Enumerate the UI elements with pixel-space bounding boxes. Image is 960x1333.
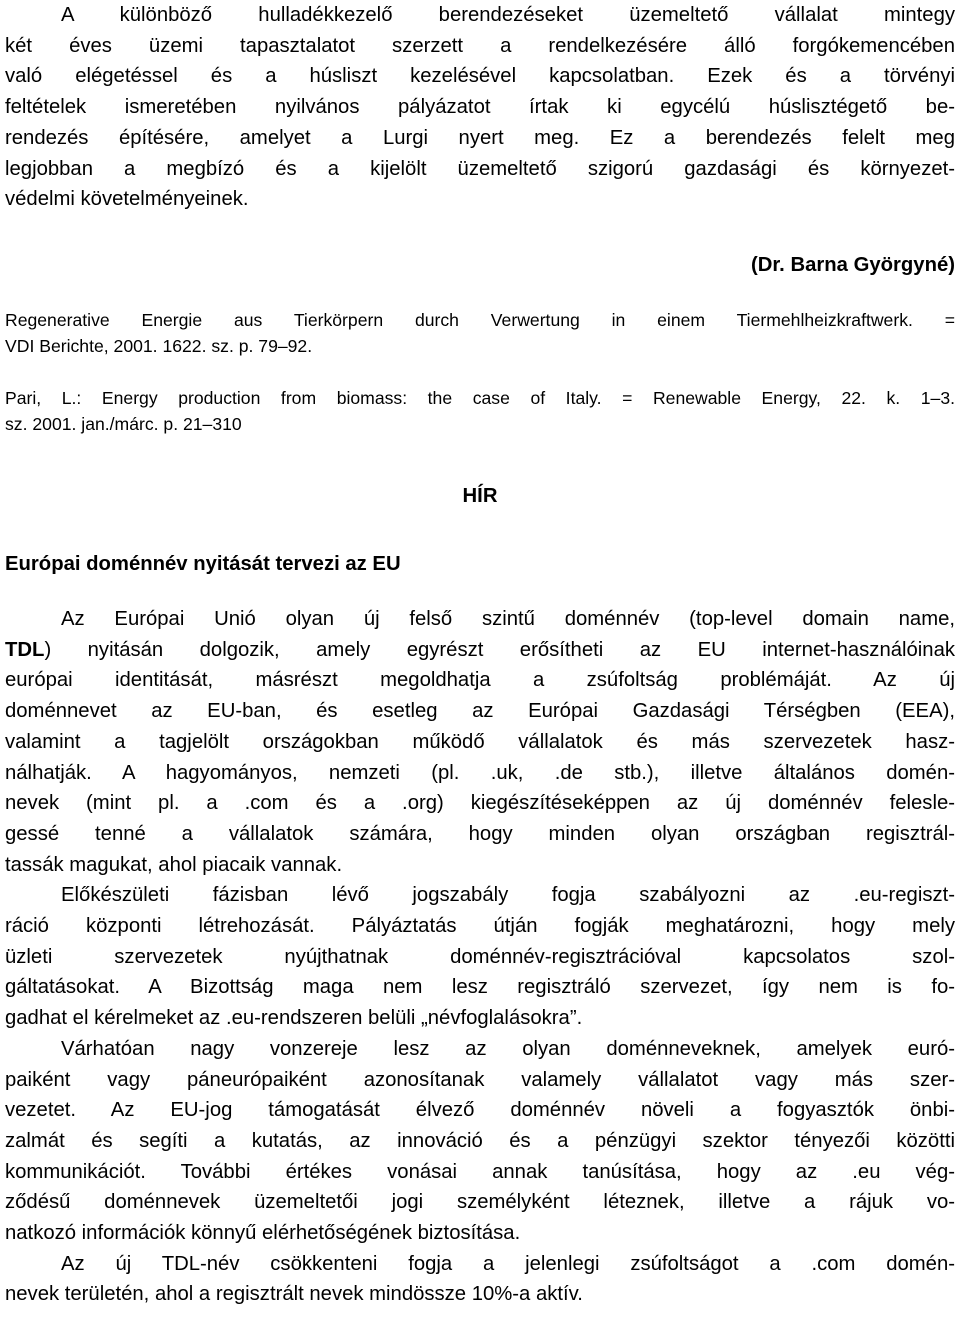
reference-line: Regenerative Energie aus Tierkörpern durch Verwertung in einem Tiermehlheizkraftwerk. = <box>5 310 955 330</box>
intro-line: védelmi követelményeinek. <box>5 188 249 211</box>
reference-line: Pari, L.: Energy production from biomass: the case of Italy. = Renewable Energy, 22. k. 1–3. <box>5 388 955 408</box>
intro-line: két éves üzemi tapasztalatot szerzett a rendelkezésére álló forgókemencében <box>5 34 955 57</box>
intro-line: legjobban a megbízó és a kijelölt üzemeltető szigorú gazdasági és környezet- <box>5 157 955 180</box>
article-line: kommunikációt. További értékes vonásai annak tanúsítása, hogy az .eu vég- <box>5 1160 955 1183</box>
article-line-text: ) nyitásán dolgozik, amely egyrészt erősítheti az EU internet-használóinak <box>44 638 955 661</box>
article-line: európai identitását, másrészt megoldhatja a zsúfoltság problémáját. Az új <box>5 669 955 692</box>
article-line: ráció központi létrehozását. Pályáztatás útján fogják meghatározni, hogy mely <box>5 915 955 938</box>
article-line: üzleti szervezetek nyújthatnak doménnév-regisztrációval kapcsolatos szol- <box>5 945 955 968</box>
reference-item <box>5 386 955 437</box>
intro-line: A különböző hulladékkezelő berendezéseket üzemeltető vállalat mintegy <box>61 4 955 26</box>
intro-line: feltételek ismeretében nyilvános pályázatot írtak ki egycélú húslisztégető be- <box>5 96 955 119</box>
article-line: nevek (mint pl. a .com és a .org) kiegészítéseképpen az új doménnév felesle- <box>5 792 955 815</box>
intro-line: rendezés építésére, amelyet a Lurgi nyert meg. Ez a berendezés felelt meg <box>5 126 955 149</box>
article-line: paiként vagy páneurópaiként azonosítanak valamely vállalatot vagy más szer- <box>5 1068 955 1091</box>
article-line: gessé tenné a vállalatok számára, hogy minden olyan országban regisztrál- <box>5 822 955 845</box>
article-body <box>5 604 955 1310</box>
article-line: ződésű doménnevek üzemeltetői jogi személyként léteznek, illetve a rájuk vo- <box>5 1191 955 1214</box>
article-line: vezetet. Az EU-jog támogatását élvező doménnév növeli a fogyasztók önbi- <box>5 1099 955 1122</box>
article-line: natkozó információk könnyű elérhetőségének biztosítása. <box>5 1222 521 1245</box>
article-line: Az Európai Unió olyan új felső szintű doménnév (top-level domain name, <box>61 608 955 630</box>
article-line: nálhatják. A hagyományos, nemzeti (pl. .uk, .de stb.), illetve általános domén- <box>5 761 955 784</box>
article-line <box>5 635 955 666</box>
intro-line: való elégetéssel és a húsliszt kezelésével kapcsolatban. Ezek és a törvényi <box>5 65 955 88</box>
article-line: gáltatásokat. A Bizottság maga nem lesz regisztráló szervezet, így nem is fo- <box>5 976 955 999</box>
tdl-abbreviation: TDL <box>5 638 45 661</box>
reference-line: sz. 2001. jan./márc. p. 21–310 <box>5 413 242 434</box>
reference-line: VDI Berichte, 2001. 1622. sz. p. 79–92. <box>5 335 313 356</box>
reference-item <box>5 308 955 359</box>
article-line: doménnevet az EU-ban, és esetleg az Európai Gazdasági Térségben (EEA), <box>5 700 955 723</box>
article-line: Várhatóan nagy vonzereje lesz az olyan doménneveknek, amelyek euró- <box>61 1037 955 1060</box>
article-line: nevek területén, ahol a regisztrált nevek mindössze 10%-a aktív. <box>5 1283 583 1306</box>
article-line: zalmát és segíti a kutatás, az innováció és a pénzügyi szektor tényezői közötti <box>5 1129 955 1152</box>
article-line: valamint a tagjelölt országokban működő vállalatok és más szervezetek hasz- <box>5 730 955 753</box>
news-section-label: HÍR <box>462 485 498 507</box>
article-headline: Európai doménnév nyitását tervezi az EU <box>5 553 401 575</box>
article-line: tassák magukat, ahol piacaik vannak. <box>5 853 343 876</box>
article-line: Előkészületi fázisban lévő jogszabály fogja szabályozni az .eu-regiszt- <box>61 884 955 907</box>
author-signature: (Dr. Barna Györgyné) <box>751 254 955 276</box>
article-line: gadhat el kérelmeket az .eu-rendszeren belüli „névfoglalásokra”. <box>5 1007 583 1030</box>
intro-paragraph <box>5 0 955 215</box>
article-line: Az új TDL-név csökkenteni fogja a jelenlegi zsúfoltságot a .com domén- <box>61 1252 955 1275</box>
